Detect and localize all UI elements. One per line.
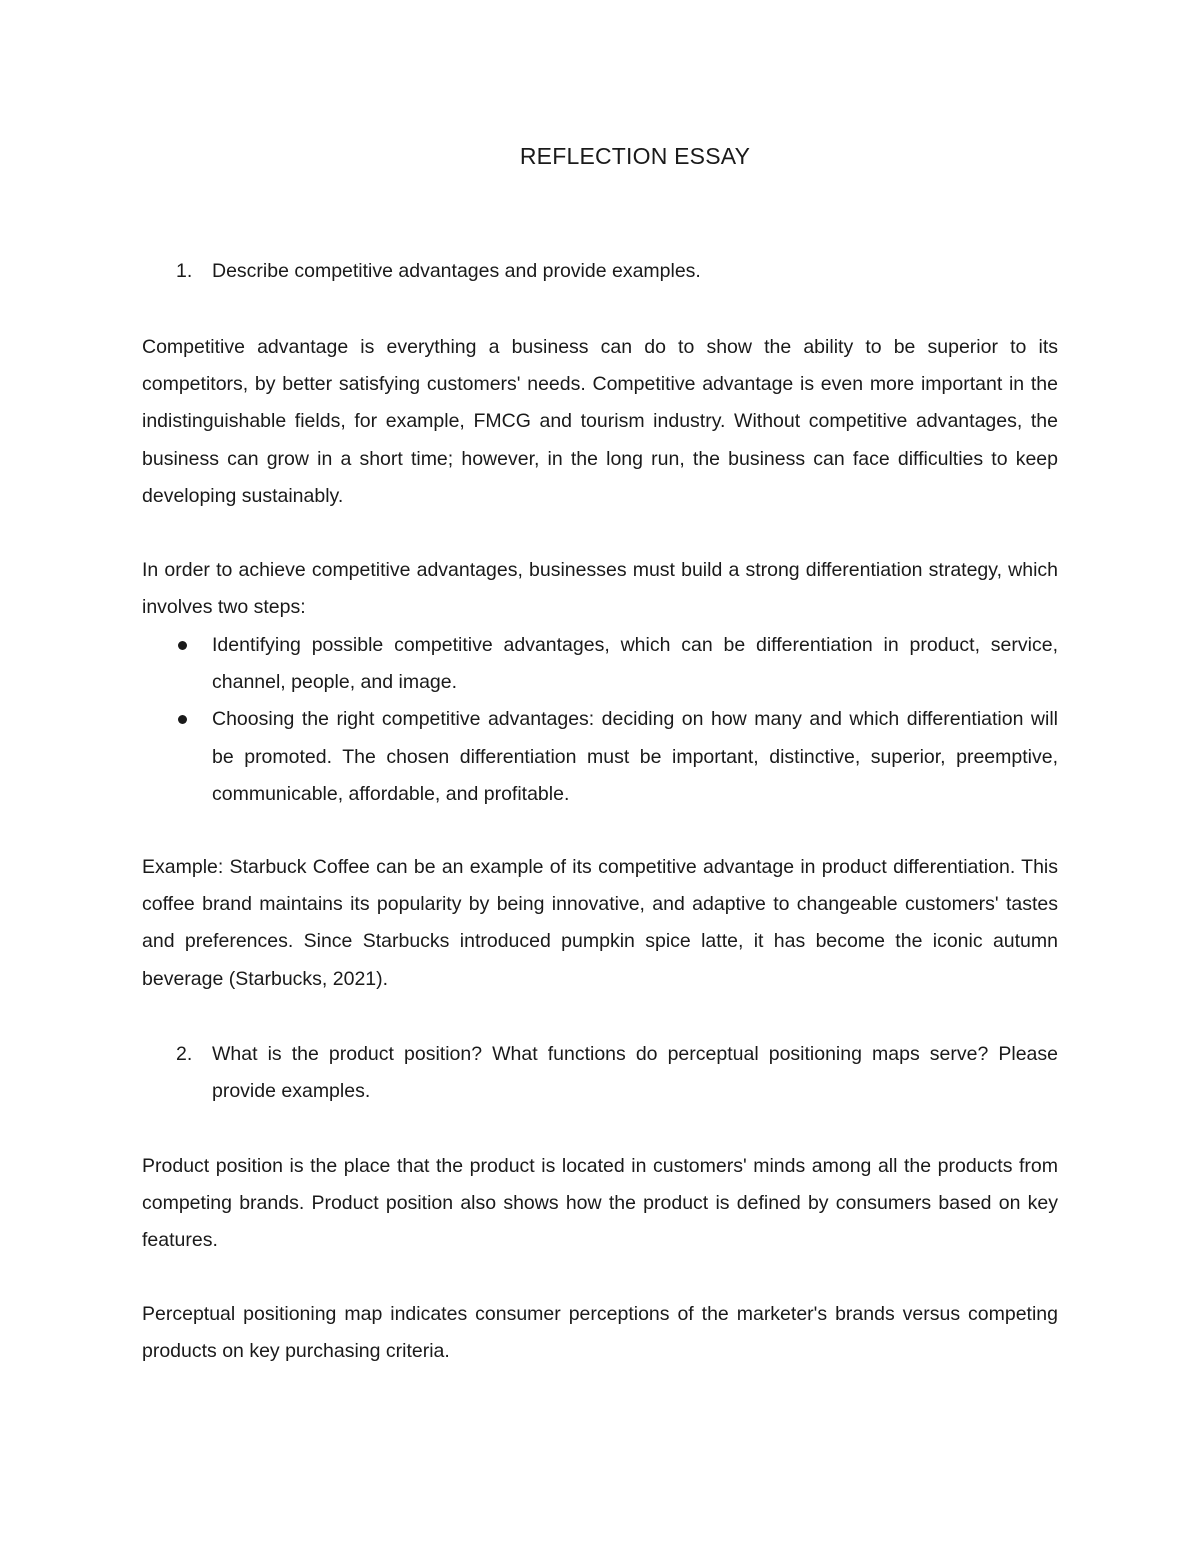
bullet-text: Identifying possible competitive advantages, which can be differentiation in product, service, channel, people, and image.	[212, 634, 1058, 694]
question-1-number: 1.	[176, 260, 193, 282]
paragraph-4	[142, 1148, 1058, 1260]
bullet-item	[142, 701, 1058, 813]
bullet-list	[142, 627, 1058, 813]
paragraph-5-text: Perceptual positioning map indicates consumer perceptions of the marketer's brands versus competing products on key purchasing criteria.	[142, 1303, 1058, 1363]
bullet-text: Choosing the right competitive advantages: deciding on how many and which differentiation will be promoted. The chosen differentiation must be important, distinctive, superior, preemptive, communicable, affordable, and profitable.	[212, 708, 1058, 805]
paragraph-1	[142, 329, 1058, 515]
paragraph-4-text: Product position is the place that the product is located in customers' minds among all the products from competing brands. Product position also shows how the product is defined by consumers based on key features.	[142, 1155, 1058, 1252]
question-2-text: What is the product position? What functions do perceptual positioning maps serve? Please provide examples.	[212, 1043, 1058, 1103]
paragraph-5	[142, 1296, 1058, 1370]
question-1-text: Describe competitive advantages and provide examples.	[212, 260, 701, 282]
bullet-icon	[178, 641, 187, 650]
question-2	[142, 1036, 1058, 1110]
paragraph-2-text: In order to achieve competitive advantages, businesses must build a strong differentiation strategy, which involves two steps:	[142, 559, 1058, 619]
bullet-item	[142, 627, 1058, 701]
bullet-icon	[178, 715, 187, 724]
question-1	[142, 253, 1058, 290]
paragraph-1-text: Competitive advantage is everything a business can do to show the ability to be superior to its competitors, by better satisfying customers' needs. Competitive advantage is even more important in the indistinguishable fields, for example, FMCG and tourism industry. Without competitive advantages, the business can grow in a short time; however, in the long run, the business can face difficulties to keep developing sustainably.	[142, 336, 1058, 507]
paragraph-3-text: Example: Starbuck Coffee can be an example of its competitive advantage in product differentiation. This coffee brand maintains its popularity by being innovative, and adaptive to changeable customers' tastes and preferences. Since Starbucks introduced pumpkin spice latte, it has become the iconic autumn beverage (Starbucks, 2021).	[142, 856, 1058, 990]
paragraph-3	[142, 849, 1058, 998]
question-2-number: 2.	[176, 1043, 193, 1065]
essay-title: REFLECTION ESSAY	[519, 143, 751, 169]
paragraph-2	[142, 552, 1058, 626]
